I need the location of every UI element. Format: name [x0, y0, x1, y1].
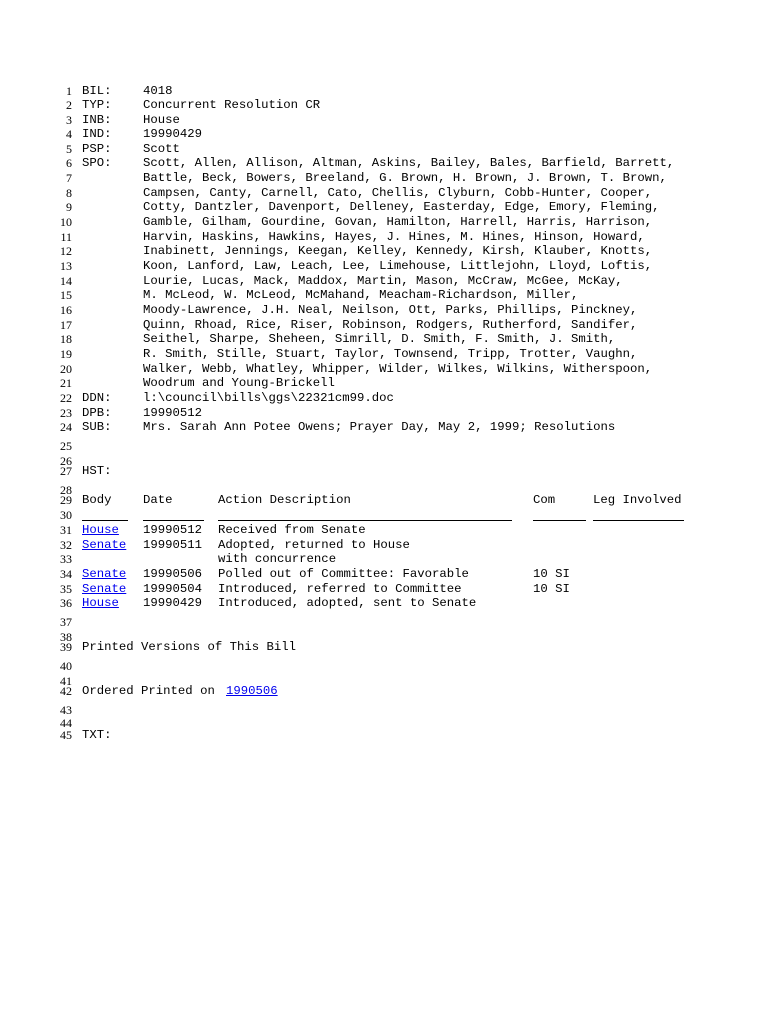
row-action: Polled out of Committee: Favorable — [218, 567, 469, 581]
header-rule — [593, 520, 684, 521]
row-date: 19990512 — [143, 523, 203, 537]
row-action: Introduced, adopted, sent to Senate — [218, 596, 477, 610]
line-number: 35 — [60, 582, 72, 596]
line-number: 38 — [60, 630, 72, 644]
line-number: 37 — [60, 615, 72, 629]
row-com: 10 SI — [533, 582, 570, 596]
sponsor-line: M. McLeod, W. McLeod, McMahand, Meacham-Richardson, Miller, — [143, 288, 579, 302]
dpb-value: 19990512 — [143, 406, 203, 420]
line-number: 18 — [60, 332, 72, 346]
sponsor-line: Seithel, Sharpe, Sheheen, Simrill, D. Smith, F. Smith, J. Smith, — [143, 332, 616, 346]
col-header-body: Body — [82, 493, 112, 507]
line-number: 34 — [60, 567, 72, 581]
row-date: 19990429 — [143, 596, 203, 610]
line-number: 36 — [60, 596, 72, 610]
row-com: 10 SI — [533, 567, 570, 581]
line-number: 44 — [60, 716, 72, 730]
line-number: 24 — [60, 420, 72, 434]
line-number: 20 — [60, 362, 72, 376]
inb-label: INB: — [82, 113, 112, 127]
line-number: 23 — [60, 406, 72, 420]
line-number: 5 — [66, 142, 72, 156]
ddn-label: DDN: — [82, 391, 112, 405]
ind-label: IND: — [82, 127, 112, 141]
sponsor-line: Battle, Beck, Bowers, Breeland, G. Brown, H. Brown, J. Brown, T. Brown, — [143, 171, 667, 185]
sponsor-line: Harvin, Haskins, Hawkins, Hayes, J. Hines, M. Hines, Hinson, Howard, — [143, 230, 645, 244]
psp-label: PSP: — [82, 142, 112, 156]
psp-value: Scott — [143, 142, 180, 156]
line-number: 12 — [60, 244, 72, 258]
typ-label: TYP: — [82, 98, 112, 112]
line-number: 32 — [60, 538, 72, 552]
sponsor-line: Scott, Allen, Allison, Altman, Askins, Bailey, Bales, Barfield, Barrett, — [143, 156, 675, 170]
bil-label: BIL: — [82, 84, 112, 98]
typ-value: Concurrent Resolution CR — [143, 98, 321, 112]
line-number: 14 — [60, 274, 72, 288]
sub-label: SUB: — [82, 420, 112, 434]
row-action: Adopted, returned to House — [218, 538, 410, 552]
spo-label: SPO: — [82, 156, 112, 170]
line-number: 28 — [60, 483, 72, 497]
body-link-senate[interactable]: Senate — [82, 567, 127, 581]
line-number: 9 — [66, 200, 72, 214]
sponsor-line: Gamble, Gilham, Gourdine, Govan, Hamilton, Harrell, Harris, Harrison, — [143, 215, 653, 229]
row-action: Received from Senate — [218, 523, 366, 537]
sponsor-line: Woodrum and Young-Brickell — [143, 376, 335, 390]
row-action: Introduced, referred to Committee — [218, 582, 462, 596]
header-rule — [533, 520, 586, 521]
body-link-house[interactable]: House — [82, 523, 119, 537]
sponsor-line: Koon, Lanford, Law, Leach, Lee, Limehouse, Littlejohn, Lloyd, Loftis, — [143, 259, 653, 273]
line-number: 21 — [60, 376, 72, 390]
line-number: 17 — [60, 318, 72, 332]
body-link-senate[interactable]: Senate — [82, 538, 127, 552]
col-header-com: Com — [533, 493, 556, 507]
ddn-value: l:\council\bills\ggs\22321cm99.doc — [143, 391, 394, 405]
sponsor-line: Quinn, Rhoad, Rice, Riser, Robinson, Rodgers, Rutherford, Sandifer, — [143, 318, 638, 332]
header-rule — [143, 520, 204, 521]
inb-value: House — [143, 113, 180, 127]
col-header-action: Action Description — [218, 493, 351, 507]
sponsor-line: Campsen, Canty, Carnell, Cato, Chellis, Clyburn, Cobb-Hunter, Cooper, — [143, 186, 653, 200]
header-rule — [82, 520, 128, 521]
line-number: 45 — [60, 728, 72, 742]
line-number: 4 — [66, 127, 72, 141]
header-rule — [218, 520, 512, 521]
line-number: 33 — [60, 552, 72, 566]
line-number: 26 — [60, 454, 72, 468]
sponsor-line: Moody-Lawrence, J.H. Neal, Neilson, Ott, Parks, Phillips, Pinckney, — [143, 303, 638, 317]
line-number: 27 — [60, 464, 72, 478]
line-number: 6 — [66, 156, 72, 170]
line-number: 11 — [60, 230, 72, 244]
sponsor-line: Inabinett, Jennings, Keegan, Kelley, Kennedy, Kirsh, Klauber, Knotts, — [143, 244, 653, 258]
body-link-senate[interactable]: Senate — [82, 582, 127, 596]
line-number: 7 — [66, 171, 72, 185]
line-number: 16 — [60, 303, 72, 317]
line-number: 8 — [66, 186, 72, 200]
row-date: 19990506 — [143, 567, 203, 581]
line-number: 29 — [60, 493, 72, 507]
line-number: 43 — [60, 703, 72, 717]
line-number: 3 — [66, 113, 72, 127]
sponsor-line: Lourie, Lucas, Mack, Maddox, Martin, Mason, McCraw, McGee, McKay, — [143, 274, 623, 288]
line-number: 25 — [60, 439, 72, 453]
line-number: 22 — [60, 391, 72, 405]
line-number: 40 — [60, 659, 72, 673]
sponsor-line: Walker, Webb, Whatley, Whipper, Wilder, Wilkes, Wilkins, Witherspoon, — [143, 362, 653, 376]
bil-value: 4018 — [143, 84, 173, 98]
line-number: 19 — [60, 347, 72, 361]
ind-value: 19990429 — [143, 127, 203, 141]
line-number: 10 — [60, 215, 72, 229]
line-number: 41 — [60, 674, 72, 688]
line-number: 2 — [66, 98, 72, 112]
row-date: 19990511 — [143, 538, 203, 552]
line-number: 30 — [60, 508, 72, 522]
line-number: 15 — [60, 288, 72, 302]
line-number: 13 — [60, 259, 72, 273]
line-number: 1 — [66, 84, 72, 98]
hst-label: HST: — [82, 464, 112, 478]
sub-value: Mrs. Sarah Ann Potee Owens; Prayer Day, May 2, 1999; Resolutions — [143, 420, 616, 434]
col-header-date: Date — [143, 493, 173, 507]
line-number: 42 — [60, 684, 72, 698]
line-number: 31 — [60, 523, 72, 537]
row-action: with concurrence — [218, 552, 337, 566]
sponsor-line: Cotty, Dantzler, Davenport, Delleney, Easterday, Edge, Emory, Fleming, — [143, 200, 660, 214]
txt-label: TXT: — [82, 728, 112, 742]
row-date: 19990504 — [143, 582, 203, 596]
printed-version-link[interactable]: 1990506 — [226, 684, 278, 698]
dpb-label: DPB: — [82, 406, 112, 420]
body-link-house[interactable]: House — [82, 596, 119, 610]
ordered-printed-label: Ordered Printed on — [82, 684, 223, 698]
col-header-leg: Leg Involved — [593, 493, 682, 507]
line-number: 39 — [60, 640, 72, 654]
printed-versions-heading: Printed Versions of This Bill — [82, 640, 297, 654]
sponsor-line: R. Smith, Stille, Stuart, Taylor, Townsend, Tripp, Trotter, Vaughn, — [143, 347, 638, 361]
